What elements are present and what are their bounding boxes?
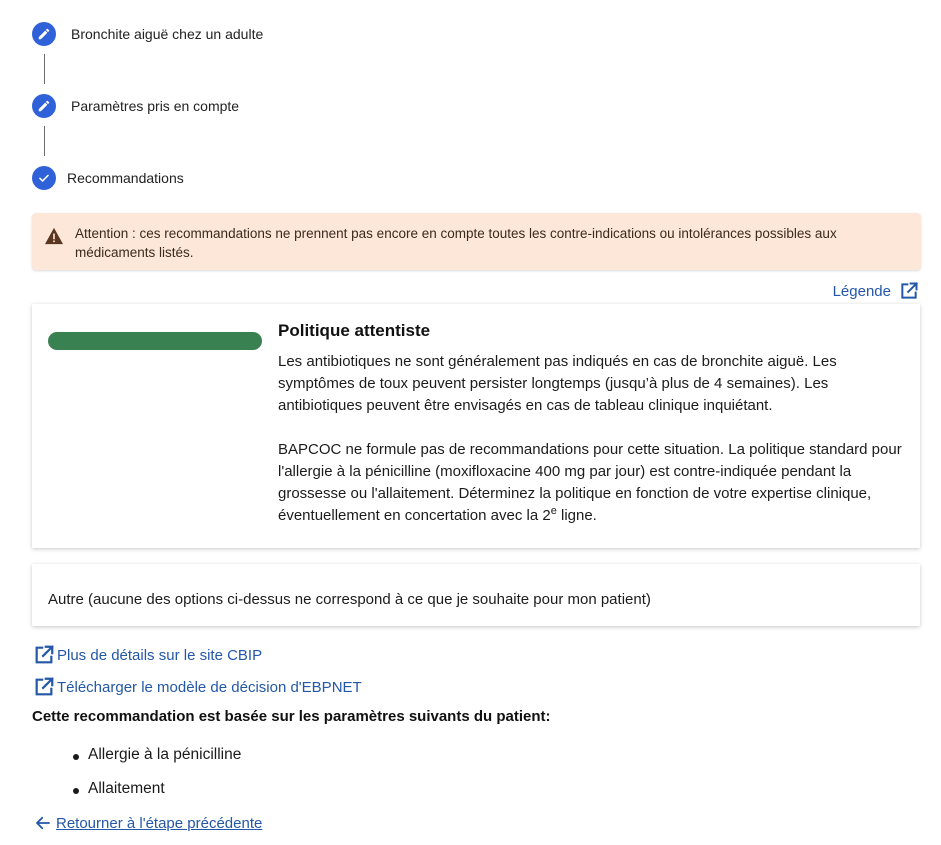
paragraph-2-end: ligne. — [556, 507, 597, 524]
ebpnet-link-label: Télécharger le modèle de décision d'EBPNET — [57, 678, 362, 696]
check-icon — [32, 166, 56, 190]
legend-label: Légende — [832, 282, 891, 300]
warning-triangle-icon — [44, 227, 64, 245]
legend-link[interactable] — [833, 281, 919, 301]
external-link-icon — [899, 281, 919, 301]
list-item: Allaitement — [88, 780, 165, 797]
step-connector — [44, 54, 45, 84]
step-3-label: Recommandations — [67, 170, 184, 186]
cbip-link-label: Plus de détails sur le site CBIP — [57, 646, 263, 664]
step-2-label: Paramètres pris en compte — [71, 98, 240, 114]
cbip-link[interactable] — [33, 644, 262, 666]
ebpnet-link[interactable] — [33, 676, 362, 698]
parameters-heading: Cette recommandation est basée sur les paramètres suivants du patient: — [32, 708, 551, 725]
warning-text: Attention : ces recommandations ne prennent pas encore en compte toutes les contre-indications ou intolérances possibles aux médicaments listés. — [75, 226, 837, 260]
step-3 — [32, 166, 184, 190]
back-link[interactable] — [34, 814, 262, 832]
paragraph-2-superscript: e — [550, 505, 557, 517]
step-2[interactable] — [32, 94, 239, 118]
strength-indicator — [48, 332, 262, 350]
warning-banner — [32, 213, 921, 270]
recommendation-paragraph-1: Les antibiotiques ne sont généralement pas indiqués en cas de bronchite aiguë. Les symptômes de toux peuvent persister longtemps (jusqu’à plus de 4 semaines). Les antibiotiques peuvent être envisagés en cas de tableau clinique inquiétant. — [278, 353, 837, 414]
step-1[interactable] — [32, 22, 263, 46]
recommendation-card[interactable] — [32, 304, 920, 548]
step-1-label: Bronchite aiguë chez un adulte — [71, 26, 264, 42]
list-item: Allergie à la pénicilline — [88, 746, 242, 763]
recommendation-body — [278, 320, 906, 527]
pencil-icon[interactable] — [32, 94, 56, 118]
other-option-card[interactable] — [32, 564, 920, 626]
other-option-label: Autre (aucune des options ci-dessus ne correspond à ce que je souhaite pour mon patient) — [48, 591, 651, 608]
paragraph-2-main: BAPCOC ne formule pas de recommandations pour cette situation. La politique standard pour l'allergie à la pénicilline (moxifloxacine 400 mg par jour) est contre-indiquée pendant la grossesse ou l'allaitement. Déterminez la politique en fonction de votre expertise clinique, éventuellement en concertation avec la 2 — [278, 441, 902, 524]
recommendation-paragraph-2 — [278, 439, 906, 527]
external-link-icon — [33, 644, 55, 666]
pencil-icon[interactable] — [32, 22, 56, 46]
arrow-left-icon — [34, 814, 52, 832]
external-link-icon — [33, 676, 55, 698]
recommendation-title: Politique attentiste — [278, 321, 431, 340]
back-link-label: Retourner à l'étape précédente — [56, 814, 263, 832]
step-connector — [44, 126, 45, 156]
